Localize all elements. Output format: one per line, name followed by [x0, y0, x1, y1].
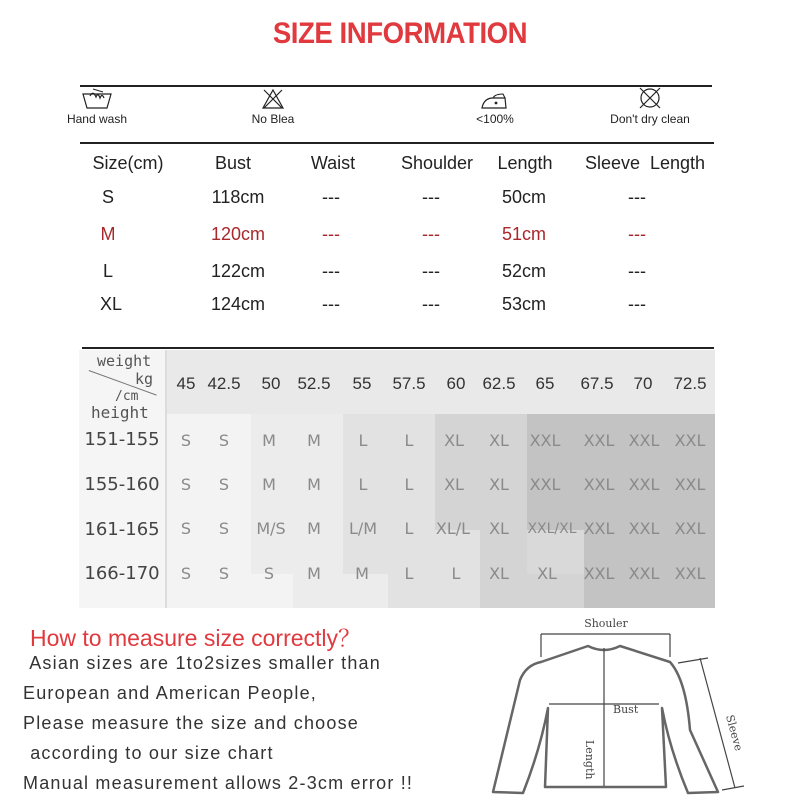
divider-chart: [82, 347, 714, 349]
shade-block: [343, 414, 435, 574]
bust-value: 124cm: [210, 294, 266, 314]
size-cell: M: [307, 564, 321, 583]
bust-value: 122cm: [210, 261, 266, 281]
garment-measurement-diagram: [490, 610, 800, 800]
size-cell: XL: [489, 475, 509, 494]
shade-block: [388, 574, 480, 608]
height-label: 166-170: [84, 563, 160, 584]
length-value: 53cm: [501, 294, 547, 314]
iron-label: <100%: [476, 112, 514, 126]
how-to-measure-title: How to measure size correctly？: [30, 625, 362, 651]
waist-value: ---: [322, 224, 340, 244]
size-cell: M: [262, 431, 276, 450]
header-sleeve-length: Sleeve Length: [584, 153, 706, 173]
weight-label: 50: [261, 374, 281, 393]
size-cell: XL: [444, 475, 464, 494]
size-cell: S: [180, 431, 192, 450]
care-no-bleach: [238, 88, 308, 126]
shoulder-label: Shouler: [584, 617, 628, 630]
size-label: L: [102, 261, 114, 281]
size-label: M: [100, 224, 116, 244]
corner-cm-label: /cm: [115, 389, 139, 404]
weight-label: 55: [352, 374, 372, 393]
size-cell: L: [404, 519, 414, 538]
size-cell: XXL: [583, 564, 615, 583]
size-cell: XXL/XL: [527, 521, 577, 537]
weight-label: 52.5: [297, 374, 331, 393]
size-cell: M: [355, 564, 369, 583]
size-cell: XXL: [674, 475, 706, 494]
waist-value: ---: [322, 294, 340, 314]
size-cell: XL: [489, 519, 509, 538]
height-label: 161-165: [84, 519, 160, 540]
size-cell: L: [404, 475, 414, 494]
corner-height-label: height: [91, 403, 149, 422]
waist-value: ---: [322, 187, 340, 207]
corner-kg-label: kg: [135, 370, 154, 388]
size-cell: M: [307, 519, 321, 538]
size-cell: XXL: [583, 475, 615, 494]
size-cell: S: [180, 564, 192, 583]
size-cell: XXL: [674, 431, 706, 450]
size-cell: S: [218, 431, 230, 450]
sleeve-value: ---: [628, 224, 646, 244]
size-cell: XXL: [628, 475, 660, 494]
shoulder-value: ---: [422, 224, 440, 244]
hand-wash-icon: [81, 88, 113, 110]
header-length: Length: [497, 153, 553, 173]
weight-label: 42.5: [207, 374, 241, 393]
iron-icon: [479, 88, 511, 110]
sleeve-value: ---: [628, 261, 646, 281]
size-cell: L: [358, 475, 368, 494]
shoulder-value: ---: [422, 187, 440, 207]
header-bust: Bust: [214, 153, 252, 173]
note-line: according to our size chart: [24, 743, 274, 763]
size-cell: L: [451, 564, 461, 583]
height-label: 155-160: [84, 474, 160, 495]
size-label: S: [101, 187, 115, 207]
weight-label: 45: [176, 374, 196, 393]
corner-weight-label: weight: [97, 352, 152, 370]
shoulder-value: ---: [422, 261, 440, 281]
no-bleach-icon: [261, 88, 285, 110]
care-hand-wash: [62, 88, 132, 126]
size-table-header: [80, 153, 720, 183]
note-line: Manual measurement allows 2-3cm error !!: [23, 773, 414, 793]
size-cell: S: [180, 475, 192, 494]
size-cell: L: [404, 431, 414, 450]
size-cell: S: [218, 519, 230, 538]
size-cell: M/S: [256, 519, 286, 538]
length-value: 50cm: [501, 187, 547, 207]
size-label: XL: [99, 294, 123, 314]
note-line: Please measure the size and choose: [23, 713, 359, 733]
weight-height-chart: [79, 350, 715, 608]
weight-label: 65: [535, 374, 555, 393]
size-cell: XL: [489, 431, 509, 450]
size-cell: XXL: [628, 519, 660, 538]
size-cell: S: [218, 475, 230, 494]
size-cell: XL: [537, 564, 557, 583]
care-no-dry-clean: [600, 86, 700, 126]
hand-wash-label: Hand wash: [66, 112, 128, 126]
weight-label: 70: [633, 374, 653, 393]
sleeve-value: ---: [628, 294, 646, 314]
bust-value: 120cm: [210, 224, 266, 244]
header-waist: Waist: [310, 153, 356, 173]
size-row-l: [80, 261, 720, 291]
size-cell: L/M: [348, 519, 378, 538]
size-cell: XXL: [583, 431, 615, 450]
size-cell: S: [263, 564, 275, 583]
size-row-m: [80, 224, 720, 254]
size-cell: XXL: [628, 431, 660, 450]
bust-value: 118cm: [211, 187, 265, 207]
weight-label: 62.5: [482, 374, 516, 393]
header-size: Size(cm): [92, 153, 164, 173]
size-cell: M: [307, 431, 321, 450]
weight-label: 60: [446, 374, 466, 393]
size-row-s: [80, 187, 720, 217]
no-dry-clean-icon: [637, 86, 663, 110]
note-line: Asian sizes are 1to2sizes smaller than: [24, 653, 381, 673]
bust-label: Bust: [613, 703, 639, 716]
note-line: European and American People,: [23, 683, 317, 703]
length-value: 51cm: [501, 224, 547, 244]
size-cell: XXL: [674, 519, 706, 538]
no-bleach-label: No Blea: [251, 112, 295, 126]
page-title: SIZE INFORMATION: [272, 17, 528, 50]
size-cell: S: [180, 519, 192, 538]
size-cell: L: [404, 564, 414, 583]
weight-label: 67.5: [580, 374, 614, 393]
header-shoulder: Shoulder: [400, 153, 474, 173]
size-cell: S: [218, 564, 230, 583]
size-cell: XL/L: [435, 519, 471, 538]
size-cell: XXL: [628, 564, 660, 583]
shoulder-value: ---: [422, 294, 440, 314]
size-cell: XXL: [529, 475, 561, 494]
height-label: 151-155: [84, 429, 160, 450]
size-cell: L: [358, 431, 368, 450]
length-label: Length: [583, 740, 596, 780]
size-cell: M: [307, 475, 321, 494]
size-cell: XXL: [529, 431, 561, 450]
waist-value: ---: [322, 261, 340, 281]
divider-mid: [80, 142, 714, 144]
weight-label: 57.5: [392, 374, 426, 393]
weight-label: 72.5: [673, 374, 707, 393]
size-cell: XXL: [674, 564, 706, 583]
sweater-outline-icon: [493, 646, 718, 793]
no-dry-clean-label: Don't dry clean: [610, 112, 690, 126]
sleeve-label: Sleeve: [723, 713, 746, 753]
size-cell: XL: [489, 564, 509, 583]
care-iron: [460, 88, 530, 126]
size-cell: XL: [444, 431, 464, 450]
sleeve-value: ---: [628, 187, 646, 207]
size-cell: M: [262, 475, 276, 494]
size-row-xl: [80, 294, 720, 324]
length-value: 52cm: [501, 261, 547, 281]
size-cell: XXL: [583, 519, 615, 538]
